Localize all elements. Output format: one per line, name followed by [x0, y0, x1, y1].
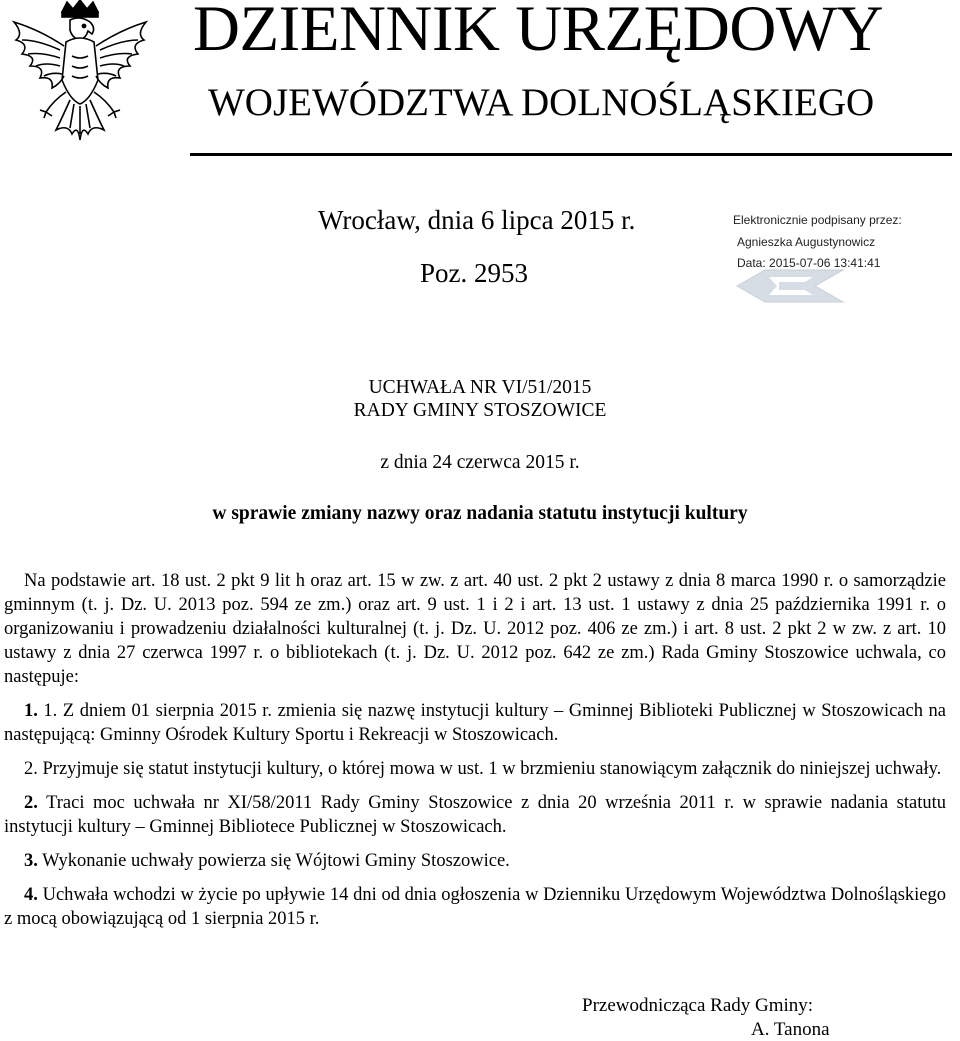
- preamble: Na podstawie art. 18 ust. 2 pkt 9 lit h oraz art. 15 w zw. z art. 40 ust. 2 pkt 2 ustawy z dnia 8 marca 1990 r. o samorządzie gminnym (t. j. Dz. U. 2013 poz. 594 ze zm.) oraz art. 9 ust. 1 i 2 i art. 13 ust. 1 ustawy z dnia 25 października 1991 r. o organizowaniu i prowadzeniu działalności kulturalnej (t. j. Dz. U. 2012 poz. 406 ze zm.) i art. 8 ust. 2 pkt 2 w zw. z art. 10 ustawy z dnia 27 czerwca 1997 r. o bibliotekach (t. j. Dz. U. 2012 poz. 642 ze zm.) Rada Gminy Stoszowice uchwala, co następuje:: [4, 571, 946, 687]
- journal-subtitle: WOJEWÓDZTWA DOLNOŚLĄSKIEGO: [208, 81, 875, 124]
- paragraph-3: [4, 849, 946, 873]
- polish-eagle-emblem-icon: [0, 0, 160, 155]
- place-date: Wrocław, dnia 6 lipca 2015 r.: [318, 205, 636, 235]
- journal-title: DZIENNIK URZĘDOWY: [193, 0, 884, 65]
- e-signature-label: Elektronicznie podpisany przez:: [733, 213, 902, 227]
- resolution-subject: w sprawie zmiany nazwy oraz nadania statutu instytucji kultury: [212, 503, 748, 524]
- resolution-date: z dnia 24 czerwca 2015 r.: [380, 452, 580, 473]
- paragraph-3-label: 3.: [24, 851, 38, 871]
- signatory-name: A. Tanona: [751, 1019, 830, 1040]
- resolution-number: UCHWAŁA NR VI/51/2015: [368, 377, 592, 398]
- paragraph-1-text: 1. Z dniem 01 sierpnia 2015 r. zmienia się nazwę instytucji kultury – Gminnej Biblioteki Publicznej w Stoszowicach na następującą: Gminny Ośrodek Kultury Sportu i Rekreacji w Stoszowicach.: [4, 701, 946, 745]
- paragraph-4: [4, 883, 946, 931]
- signatory-role: Przewodnicząca Rady Gminy:: [582, 995, 814, 1016]
- paragraph-2: [4, 791, 946, 839]
- e-signature-mark-icon: [735, 268, 845, 304]
- resolution-body: [4, 569, 946, 931]
- paragraph-1-label: 1.: [24, 701, 38, 721]
- e-signature-date: Data: 2015-07-06 13:41:41: [737, 256, 881, 270]
- paragraph-1-item-2: 2. Przyjmuje się statut instytucji kultury, o której mowa w ust. 1 w brzmieniu stanowiącym załącznik do niniejszej uchwały.: [24, 759, 942, 779]
- paragraph-2-label: 2.: [24, 793, 38, 813]
- paragraph-2-text: Traci moc uchwała nr XI/58/2011 Rady Gminy Stoszowice z dnia 20 września 2011 r. w sprawie nadania statutu instytucji kultury – Gminnej Bibliotece Publicznej w Stoszowicach.: [4, 793, 946, 837]
- e-signature-signer: Agnieszka Augustynowicz: [737, 235, 876, 249]
- resolution-issuer: RADY GMINY STOSZOWICE: [353, 400, 607, 421]
- header-rule: [190, 153, 952, 156]
- paragraph-4-label: 4.: [24, 885, 38, 905]
- paragraph-3-text: Wykonanie uchwały powierza się Wójtowi Gminy Stoszowice.: [37, 851, 510, 871]
- position-number: Poz. 2953: [420, 258, 528, 288]
- paragraph-4-text: Uchwała wchodzi w życie po upływie 14 dni od dnia ogłoszenia w Dzienniku Urzędowym Województwa Dolnośląskiego z mocą obowiązującą od 1 sierpnia 2015 r.: [4, 885, 946, 929]
- paragraph-1: [4, 699, 946, 747]
